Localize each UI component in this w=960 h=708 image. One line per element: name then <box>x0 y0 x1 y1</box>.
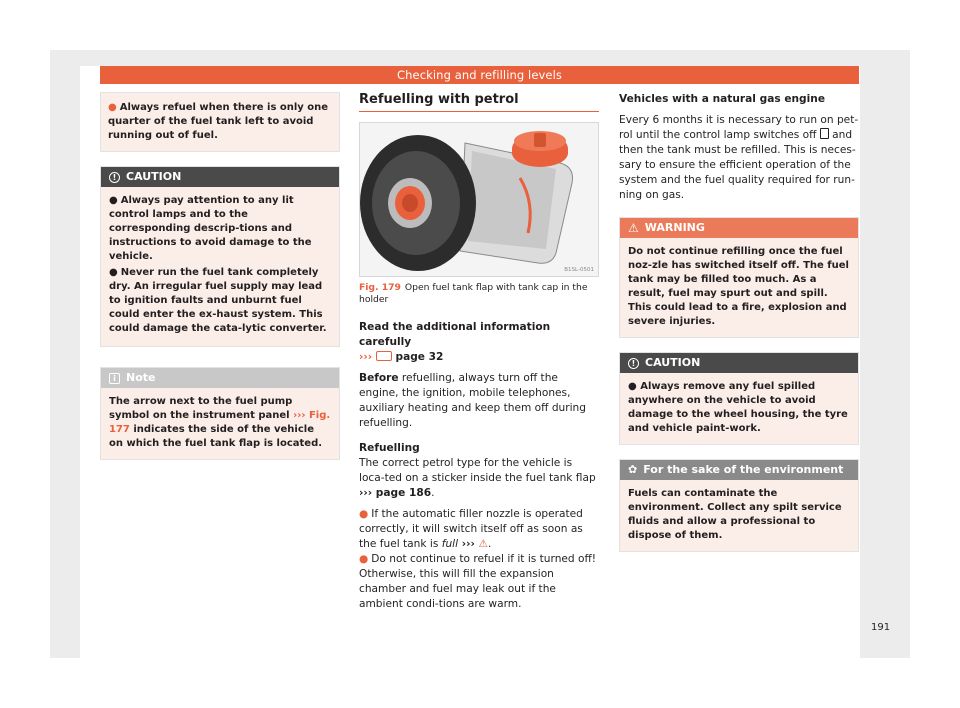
bullet-icon: ● <box>359 553 369 565</box>
caution-header <box>620 353 858 373</box>
bullet-icon: ● <box>108 102 117 113</box>
note-header <box>101 368 339 388</box>
figure-link[interactable]: Fig. 177 <box>109 410 331 435</box>
exclamation-icon: ! <box>109 172 120 183</box>
caution-title: CAUTION <box>645 356 701 369</box>
flower-icon: ✿ <box>628 463 638 476</box>
caution-item: ● Never run the fuel tank completely dry. An irregular fuel supply may lead to ignition faults and unburnt fuel could enter the ex-haust system. This could damage the cata-lytic converter. <box>109 267 327 334</box>
refuel-tip-block <box>100 92 340 152</box>
note-title: Note <box>126 371 156 384</box>
page-number: 191 <box>871 622 891 633</box>
page-ref-link[interactable]: page 32 <box>391 351 444 363</box>
chapter-header <box>100 66 859 84</box>
column-left <box>100 92 340 460</box>
chapter-title: Checking and refilling levels <box>397 68 562 82</box>
caution-block <box>619 352 859 445</box>
refuelling-heading: Refuelling <box>359 442 420 454</box>
caution-item: ● Always pay attention to any lit control lamps and to the corresponding descrip-tions and instructions to avoid damage to the vehicle. <box>109 195 312 262</box>
warning-triangle-icon: ⚠ <box>628 221 639 235</box>
warning-body: Do not continue refilling once the fuel noz-zle has switched itself off. The fuel tank may be filled too much. As a result, fuel may spurt out and spill. This could lead to a fire, explosion and severe injuries. <box>628 246 849 327</box>
column-right <box>619 92 859 552</box>
figure-caption-text: Open fuel tank flap with tank cap in the holder <box>359 282 588 305</box>
natural-gas-paragraph: Every 6 months it is necessary to run on pet-rol until the control lamp switches off and then the tank must be refilled. This is neces-sary to ensure the efficient operation of the system and the fuel quality required for run-ning on gas. <box>619 114 859 201</box>
refuel-tip-text: Always refuel when there is only one quarter of the fuel tank left to avoid running out of fuel. <box>108 102 329 141</box>
list-item: ● If the automatic filler nozzle is operated correctly, it will switch itself off as soon as the fuel tank is full ››› ⚠. <box>359 508 583 550</box>
warning-block <box>619 217 859 338</box>
book-icon[interactable] <box>376 351 392 361</box>
exclamation-icon: ! <box>628 358 639 369</box>
refuelling-paragraph: The correct petrol type for the vehicle is loca-ted on a sticker inside the fuel tank flap ››› page 186. <box>359 457 596 499</box>
note-body: The arrow next to the fuel pump symbol on the instrument panel ››› Fig. 177 indicates the side of the vehicle on which the fuel tank flap is located. <box>109 396 331 449</box>
arrow-ref: ››› <box>293 410 306 421</box>
caution-block <box>100 166 340 347</box>
figure-label: Fig. 179 <box>359 282 401 293</box>
fuel-lamp-icon <box>820 128 829 139</box>
list-item: ● Do not continue to refuel if it is turned off! Otherwise, this will fill the expansion chamber and fuel may leak out if the ambient condi-tions are warm. <box>359 553 597 610</box>
natural-gas-heading: Vehicles with a natural gas engine <box>619 93 825 105</box>
figure-fuel-flap <box>359 122 599 277</box>
warning-title: WARNING <box>644 221 705 234</box>
column-middle <box>359 92 599 612</box>
bullet-icon: ● <box>109 195 118 206</box>
environment-body: Fuels can contaminate the environment. Collect any spilt service fluids and allow a professional to dispose of them. <box>628 488 842 541</box>
info-icon: i <box>109 373 120 384</box>
figure-caption <box>359 282 599 306</box>
caution-title: CAUTION <box>126 170 182 183</box>
environment-block <box>619 459 859 552</box>
figure-code: B1SL-0501 <box>564 267 594 273</box>
before-paragraph: Before refuelling, always turn off the engine, the ignition, mobile telephones, auxiliary heating and keep them off during refuelling. <box>359 372 586 429</box>
read-more-line: Read the additional information carefully ››› page 32 <box>359 321 551 363</box>
note-block <box>100 367 340 460</box>
fuel-flap-illustration <box>360 123 599 277</box>
environment-header <box>620 460 858 480</box>
bullet-icon: ● <box>109 267 118 278</box>
environment-title: For the sake of the environment <box>643 463 844 476</box>
caution-body: ● Always remove any fuel spilled anywhere on the vehicle to avoid damage to the wheel housing, the tyre and vehicle paint-work. <box>628 381 848 434</box>
warning-header <box>620 218 858 238</box>
bullet-icon: ● <box>359 508 369 520</box>
section-title: Refuelling with petrol <box>359 92 599 112</box>
bullet-icon: ● <box>628 381 641 392</box>
page-ref-link[interactable]: ››› page 186 <box>359 487 432 499</box>
caution-header <box>101 167 339 187</box>
caution-body <box>101 187 339 346</box>
warning-ref-icon[interactable]: ⚠ <box>478 538 489 550</box>
